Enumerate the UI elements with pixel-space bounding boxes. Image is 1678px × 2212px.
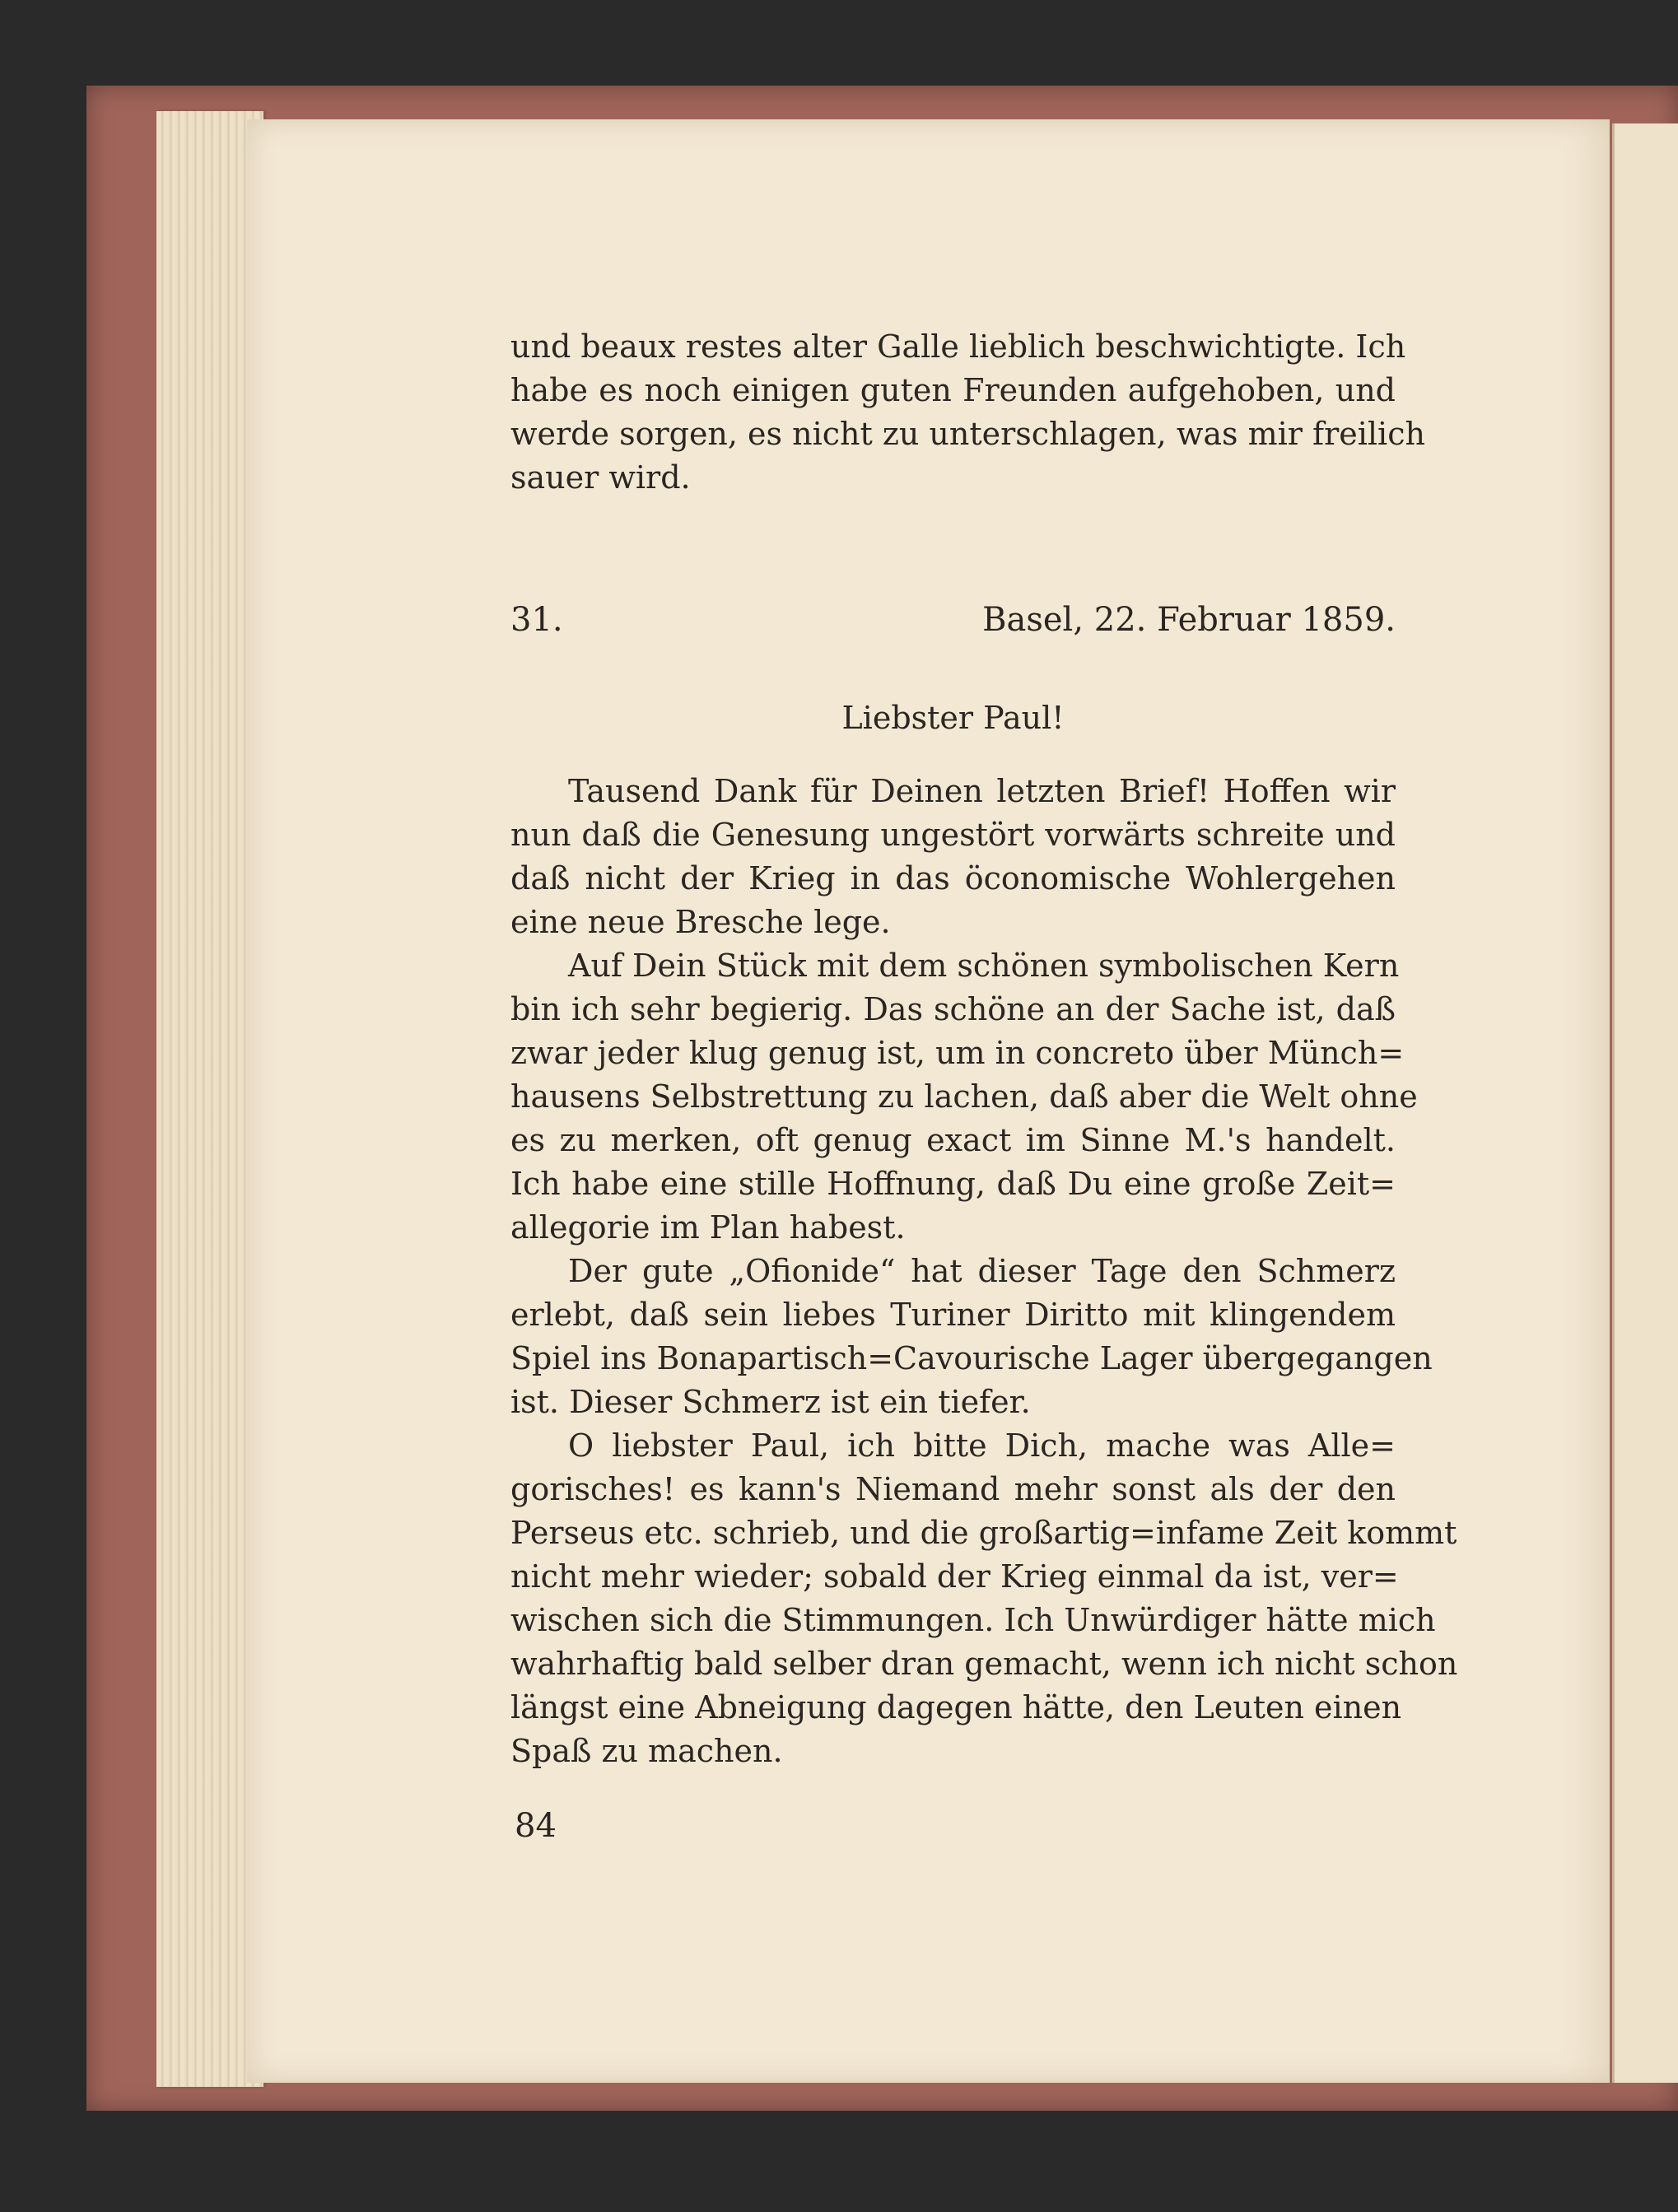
text-line: Auf Dein Stück mit dem schönen symbolischen Kern [568, 948, 1400, 984]
text-line: ist. Dieser Schmerz ist ein tiefer. [510, 1384, 1031, 1420]
text-line: Der gute „Ofionide“ hat dieser Tage den Schmerz [568, 1253, 1396, 1289]
text-line: wischen sich die Stimmungen. Ich Unwürdiger hätte mich [510, 1602, 1436, 1638]
text-line: werde sorgen, es nicht zu unterschlagen, was mir freilich [510, 416, 1425, 452]
text-line: Perseus etc. schrieb, und die großartig=infame Zeit kommt [510, 1515, 1457, 1551]
text-line: gorisches! es kann's Niemand mehr sonst als der den [510, 1471, 1396, 1507]
text-line: erlebt, daß sein liebes Turiner Diritto mit klingendem [510, 1297, 1396, 1333]
text-line: sauer wird. [510, 459, 691, 496]
text-line: längst eine Abneigung dagegen hätte, den Leuten einen [510, 1689, 1402, 1725]
text-line: nicht mehr wieder; sobald der Krieg einmal da ist, ver= [510, 1558, 1399, 1595]
facing-page-edge [1612, 123, 1678, 2083]
text-line: Spiel ins Bonapartisch=Cavourische Lager übergegangen [510, 1340, 1433, 1376]
text-line: bin ich sehr begierig. Das schöne an der Sache ist, daß [510, 991, 1396, 1027]
text-line: zwar jeder klug genug ist, um in concreto über Münch= [510, 1035, 1405, 1071]
text-line: Tausend Dank für Deinen letzten Brief! Hoffen wir [568, 773, 1396, 809]
text-line: nun daß die Genesung ungestört vorwärts schreite und [510, 817, 1396, 853]
page-number: 84 [515, 1807, 557, 1845]
text-line: es zu merken, oft genug exact im Sinne M.'s handelt. [510, 1122, 1396, 1158]
text-line: Spaß zu machen. [510, 1733, 783, 1769]
text-line: und beaux restes alter Galle lieblich beschwichtigte. Ich [510, 328, 1406, 365]
text-line: habe es noch einigen guten Freunden aufgehoben, und [510, 372, 1396, 408]
text-line: allegorie im Plan habest. [510, 1209, 906, 1246]
text-line: Ich habe eine stille Hoffnung, daß Du eine große Zeit= [510, 1166, 1396, 1202]
text-line: daß nicht der Krieg in das öconomische Wohlergehen [510, 860, 1396, 896]
letter-body [510, 770, 1458, 1773]
text-line: O liebster Paul, ich bitte Dich, mache was Alle= [568, 1427, 1396, 1464]
letter-place-date: Basel, 22. Februar 1859. [982, 601, 1396, 639]
letter-heading [510, 601, 1396, 639]
paragraph-top [510, 325, 1425, 500]
text-line: eine neue Bresche lege. [510, 904, 891, 940]
salutation: Liebster Paul! [841, 700, 1065, 736]
letter-number: 31. [510, 601, 563, 639]
text-line: wahrhaftig bald selber dran gemacht, wenn ich nicht schon [510, 1646, 1458, 1682]
text-line: hausens Selbstrettung zu lachen, daß aber die Welt ohne [510, 1078, 1418, 1115]
